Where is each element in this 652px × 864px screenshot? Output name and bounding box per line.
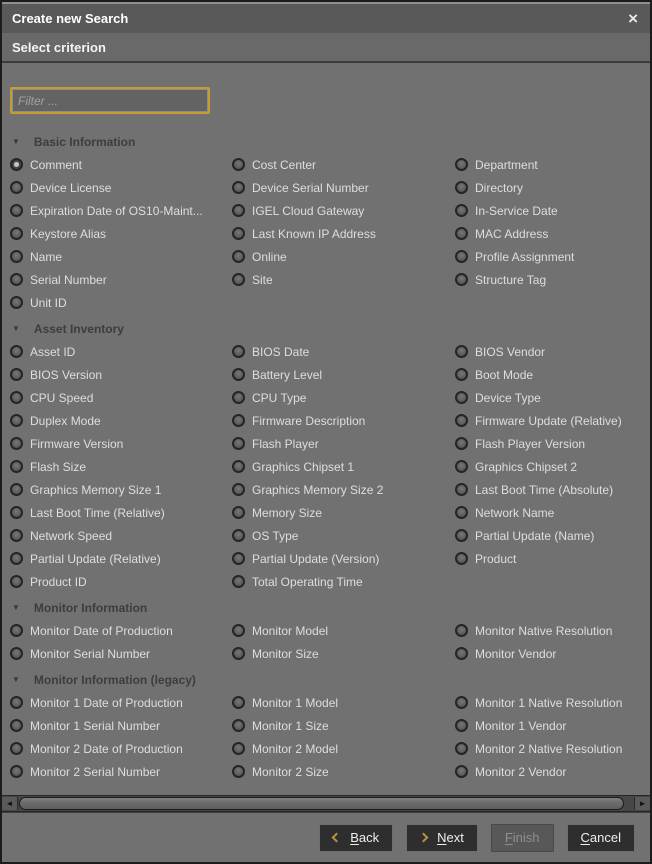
- radio-label: Serial Number: [30, 272, 107, 287]
- radio-icon[interactable]: [10, 575, 23, 588]
- radio-label: BIOS Date: [252, 344, 310, 359]
- radio-icon[interactable]: [10, 719, 23, 732]
- mnemonic-letter: F: [504, 830, 513, 845]
- chevron-right-icon: [419, 833, 429, 843]
- radio-label: Monitor 2 Serial Number: [30, 764, 161, 779]
- radio-label: Last Known IP Address: [252, 226, 376, 241]
- radio-label: Monitor 1 Size: [252, 718, 329, 733]
- radio-label: Boot Mode: [475, 367, 534, 382]
- radio-option-monitor-2-vendor[interactable]: [447, 760, 650, 783]
- radio-option-monitor-serial-number[interactable]: [2, 642, 224, 665]
- radio-icon[interactable]: [455, 273, 468, 286]
- radio-option-product[interactable]: [447, 547, 650, 570]
- radio-option-device-license[interactable]: [2, 176, 224, 199]
- radio-icon[interactable]: [232, 483, 245, 496]
- radio-label: Network Speed: [30, 528, 113, 543]
- radio-label: Firmware Update (Relative): [475, 413, 622, 428]
- radio-option-bios-date[interactable]: [224, 340, 447, 363]
- radio-label: Partial Update (Relative): [30, 551, 161, 566]
- radio-option-last-boot-time-relative[interactable]: [2, 501, 224, 524]
- radio-option-monitor-native-resolution[interactable]: [447, 619, 650, 642]
- radio-option-graphics-memory-size-1[interactable]: [2, 478, 224, 501]
- radio-option-monitor-1-serial-number[interactable]: [2, 714, 224, 737]
- radio-option-firmware-description[interactable]: [224, 409, 447, 432]
- radio-icon[interactable]: [10, 345, 23, 358]
- radio-option-device-type[interactable]: [447, 386, 650, 409]
- radio-option-monitor-vendor[interactable]: [447, 642, 650, 665]
- radio-option-structure-tag[interactable]: [447, 268, 650, 291]
- radio-icon[interactable]: [232, 506, 245, 519]
- radio-label: Monitor 2 Model: [252, 741, 339, 756]
- radio-option-partial-update-relative[interactable]: [2, 547, 224, 570]
- radio-option-partial-update-version[interactable]: [224, 547, 447, 570]
- radio-icon[interactable]: [10, 181, 23, 194]
- radio-icon[interactable]: [455, 227, 468, 240]
- radio-icon[interactable]: [10, 227, 23, 240]
- radio-label: Flash Size: [30, 459, 87, 474]
- radio-icon[interactable]: [10, 506, 23, 519]
- radio-icon[interactable]: [455, 158, 468, 171]
- radio-icon[interactable]: [455, 552, 468, 565]
- radio-option-partial-update-name[interactable]: [447, 524, 650, 547]
- radio-label: Flash Player Version: [475, 436, 586, 451]
- radio-label: Last Boot Time (Absolute): [475, 482, 614, 497]
- radio-label: Monitor Vendor: [475, 646, 557, 661]
- radio-icon[interactable]: [232, 765, 245, 778]
- radio-label: Monitor Serial Number: [30, 646, 151, 661]
- radio-icon[interactable]: [455, 529, 468, 542]
- radio-option-device-serial-number[interactable]: [224, 176, 447, 199]
- radio-label: Graphics Chipset 1: [252, 459, 355, 474]
- radio-icon[interactable]: [232, 345, 245, 358]
- radio-label: IGEL Cloud Gateway: [252, 203, 365, 218]
- radio-option-duplex-mode[interactable]: [2, 409, 224, 432]
- radio-label: Monitor 1 Date of Production: [30, 695, 183, 710]
- radio-label: CPU Speed: [30, 390, 94, 405]
- radio-label: Profile Assignment: [475, 249, 575, 264]
- radio-icon[interactable]: [232, 227, 245, 240]
- radio-label: Site: [252, 272, 273, 287]
- radio-label: Product: [475, 551, 517, 566]
- radio-icon[interactable]: [232, 437, 245, 450]
- radio-label: Graphics Memory Size 1: [30, 482, 162, 497]
- radio-option-bios-version[interactable]: [2, 363, 224, 386]
- radio-label: Battery Level: [252, 367, 323, 382]
- radio-icon[interactable]: [455, 696, 468, 709]
- radio-icon[interactable]: [232, 414, 245, 427]
- radio-label: Comment: [30, 157, 83, 172]
- radio-option-battery-level[interactable]: [224, 363, 447, 386]
- radio-option-comment[interactable]: [2, 153, 224, 176]
- radio-label: Graphics Chipset 2: [475, 459, 578, 474]
- radio-label: Memory Size: [252, 505, 323, 520]
- button-label: Cancel: [580, 830, 621, 845]
- radio-option-mac-address[interactable]: [447, 222, 650, 245]
- radio-icon[interactable]: [10, 296, 23, 309]
- radio-label: Partial Update (Name): [475, 528, 595, 543]
- radio-icon[interactable]: [232, 529, 245, 542]
- radio-icon[interactable]: [455, 204, 468, 217]
- mnemonic-letter: N: [437, 830, 447, 845]
- radio-icon[interactable]: [232, 647, 245, 660]
- radio-option-boot-mode[interactable]: [447, 363, 650, 386]
- radio-icon[interactable]: [10, 460, 23, 473]
- radio-option-last-known-ip-address[interactable]: [224, 222, 447, 245]
- close-icon[interactable]: ×: [628, 9, 638, 28]
- radio-icon[interactable]: [232, 273, 245, 286]
- radio-icon[interactable]: [10, 696, 23, 709]
- radio-icon[interactable]: [455, 391, 468, 404]
- radio-option-asset-id[interactable]: [2, 340, 224, 363]
- radio-label: Total Operating Time: [252, 574, 363, 589]
- radio-label: Unit ID: [30, 295, 67, 310]
- radio-icon[interactable]: [455, 414, 468, 427]
- radio-label: Monitor Native Resolution: [475, 623, 613, 638]
- radio-icon[interactable]: [10, 647, 23, 660]
- filter-input[interactable]: [10, 87, 210, 114]
- radio-option-product-id[interactable]: [2, 570, 224, 593]
- window-title: Create new Search: [12, 11, 129, 26]
- radio-label: Last Boot Time (Relative): [30, 505, 165, 520]
- radio-label: Monitor 1 Native Resolution: [475, 695, 623, 710]
- radio-label: BIOS Version: [30, 367, 103, 382]
- radio-option-directory[interactable]: [447, 176, 650, 199]
- collapse-triangle-icon: ▼: [12, 136, 20, 146]
- radio-option-serial-number[interactable]: [2, 268, 224, 291]
- radio-label: Name: [30, 249, 63, 264]
- radio-label: Monitor 2 Size: [252, 764, 329, 779]
- criteria-sections: [2, 130, 650, 783]
- radio-label: Duplex Mode: [30, 413, 101, 428]
- radio-label: Firmware Description: [252, 413, 366, 428]
- radio-label: Expiration Date of OS10-Maint...: [30, 203, 203, 218]
- radio-icon[interactable]: [232, 696, 245, 709]
- section-grid-monitor-information: [2, 619, 650, 665]
- radio-option-expiration-date-of-os10-maint[interactable]: [2, 199, 224, 222]
- radio-label: Online: [252, 249, 287, 264]
- radio-icon[interactable]: [232, 624, 245, 637]
- radio-icon[interactable]: [455, 483, 468, 496]
- footer-button-bar: [2, 812, 650, 862]
- radio-icon[interactable]: [10, 624, 23, 637]
- radio-label: Monitor 2 Date of Production: [30, 741, 183, 756]
- radio-icon[interactable]: [455, 181, 468, 194]
- section-header-asset-inventory[interactable]: [2, 317, 650, 340]
- radio-option-monitor-1-size[interactable]: [224, 714, 447, 737]
- radio-label: Monitor Model: [252, 623, 329, 638]
- chevron-left-icon: [332, 833, 342, 843]
- radio-label: Monitor 1 Model: [252, 695, 339, 710]
- radio-icon[interactable]: [10, 250, 23, 263]
- section-header-monitor-information[interactable]: [2, 596, 650, 619]
- radio-option-unit-id[interactable]: [2, 291, 224, 314]
- radio-label: Monitor 1 Serial Number: [30, 718, 161, 733]
- radio-option-igel-cloud-gateway[interactable]: [224, 199, 447, 222]
- radio-label: Monitor Date of Production: [30, 623, 173, 638]
- section-label: Monitor Information (legacy): [33, 672, 196, 687]
- radio-option-monitor-1-native-resolution[interactable]: [447, 691, 650, 714]
- radio-label: Device License: [30, 180, 112, 195]
- radio-icon[interactable]: [232, 391, 245, 404]
- radio-option-monitor-2-date-of-production[interactable]: [2, 737, 224, 760]
- radio-icon[interactable]: [455, 624, 468, 637]
- radio-icon[interactable]: [10, 158, 23, 171]
- radio-option-network-speed[interactable]: [2, 524, 224, 547]
- radio-option-site[interactable]: [224, 268, 447, 291]
- radio-icon[interactable]: [232, 719, 245, 732]
- radio-icon[interactable]: [455, 719, 468, 732]
- radio-option-monitor-model[interactable]: [224, 619, 447, 642]
- radio-option-cpu-type[interactable]: [224, 386, 447, 409]
- mnemonic-letter: B: [350, 830, 359, 845]
- radio-option-monitor-1-date-of-production[interactable]: [2, 691, 224, 714]
- radio-icon[interactable]: [232, 460, 245, 473]
- radio-label: Directory: [475, 180, 524, 195]
- radio-option-monitor-2-size[interactable]: [224, 760, 447, 783]
- radio-icon[interactable]: [455, 506, 468, 519]
- radio-option-in-service-date[interactable]: [447, 199, 650, 222]
- scroll-left-arrow-icon[interactable]: ◄: [2, 797, 18, 810]
- radio-icon[interactable]: [10, 552, 23, 565]
- radio-option-monitor-1-vendor[interactable]: [447, 714, 650, 737]
- radio-label: BIOS Vendor: [475, 344, 546, 359]
- radio-icon[interactable]: [10, 529, 23, 542]
- radio-option-total-operating-time[interactable]: [224, 570, 447, 593]
- section-grid-monitor-information-legacy: [2, 691, 650, 783]
- radio-label: Asset ID: [30, 344, 76, 359]
- subtitle-bar: [2, 33, 650, 63]
- section-label: Basic Information: [33, 134, 136, 149]
- radio-icon[interactable]: [455, 368, 468, 381]
- radio-label: Structure Tag: [475, 272, 547, 287]
- radio-icon[interactable]: [455, 765, 468, 778]
- radio-label: Keystore Alias: [30, 226, 107, 241]
- radio-label: Monitor 1 Vendor: [475, 718, 567, 733]
- radio-label: In-Service Date: [475, 203, 558, 218]
- scrollbar-thumb[interactable]: [19, 797, 624, 810]
- criteria-panel: [2, 63, 650, 795]
- radio-option-online[interactable]: [224, 245, 447, 268]
- radio-icon[interactable]: [232, 742, 245, 755]
- section-header-monitor-information-legacy[interactable]: [2, 668, 650, 691]
- cancel-button[interactable]: [567, 824, 635, 852]
- radio-icon[interactable]: [232, 250, 245, 263]
- back-button[interactable]: [319, 824, 393, 852]
- radio-option-department[interactable]: [447, 153, 650, 176]
- radio-option-firmware-update-relative[interactable]: [447, 409, 650, 432]
- radio-label: Monitor 2 Native Resolution: [475, 741, 623, 756]
- radio-label: Graphics Memory Size 2: [252, 482, 384, 497]
- section-grid-asset-inventory: [2, 340, 650, 593]
- radio-label: Firmware Version: [30, 436, 124, 451]
- section-grid-basic-information: [2, 153, 650, 314]
- radio-option-flash-size[interactable]: [2, 455, 224, 478]
- radio-option-graphics-chipset-1[interactable]: [224, 455, 447, 478]
- radio-icon[interactable]: [10, 414, 23, 427]
- page-title: Select criterion: [12, 39, 106, 55]
- radio-label: MAC Address: [475, 226, 549, 241]
- titlebar: [2, 4, 650, 33]
- radio-label: Cost Center: [252, 157, 317, 172]
- radio-icon[interactable]: [232, 204, 245, 217]
- radio-icon[interactable]: [455, 250, 468, 263]
- radio-option-monitor-2-native-resolution[interactable]: [447, 737, 650, 760]
- radio-icon[interactable]: [10, 204, 23, 217]
- collapse-triangle-icon: ▼: [12, 674, 20, 684]
- radio-label: Flash Player: [252, 436, 319, 451]
- radio-icon[interactable]: [10, 273, 23, 286]
- radio-icon[interactable]: [10, 391, 23, 404]
- radio-label: Product ID: [30, 574, 87, 589]
- radio-label: Monitor Size: [252, 646, 319, 661]
- scroll-right-arrow-icon[interactable]: ►: [634, 797, 650, 810]
- radio-icon[interactable]: [455, 460, 468, 473]
- radio-label: Device Serial Number: [252, 180, 369, 195]
- radio-label: Department: [475, 157, 538, 172]
- radio-icon[interactable]: [10, 368, 23, 381]
- radio-icon[interactable]: [10, 742, 23, 755]
- radio-icon[interactable]: [455, 742, 468, 755]
- button-label: Next: [437, 830, 464, 845]
- radio-icon[interactable]: [10, 483, 23, 496]
- radio-option-monitor-date-of-production[interactable]: [2, 619, 224, 642]
- button-label: Back: [350, 830, 380, 845]
- section-label: Monitor Information: [33, 600, 148, 615]
- radio-label: Device Type: [475, 390, 541, 405]
- radio-option-graphics-chipset-2[interactable]: [447, 455, 650, 478]
- radio-label: Partial Update (Version): [252, 551, 380, 566]
- radio-icon[interactable]: [232, 552, 245, 565]
- section-label: Asset Inventory: [33, 321, 124, 336]
- radio-label: Monitor 2 Vendor: [475, 764, 567, 779]
- radio-option-memory-size[interactable]: [224, 501, 447, 524]
- radio-option-monitor-size[interactable]: [224, 642, 447, 665]
- radio-option-cost-center[interactable]: [224, 153, 447, 176]
- radio-option-monitor-2-model[interactable]: [224, 737, 447, 760]
- radio-option-profile-assignment[interactable]: [447, 245, 650, 268]
- radio-option-name[interactable]: [2, 245, 224, 268]
- radio-icon[interactable]: [10, 437, 23, 450]
- radio-icon[interactable]: [232, 158, 245, 171]
- radio-icon[interactable]: [455, 647, 468, 660]
- radio-option-cpu-speed[interactable]: [2, 386, 224, 409]
- section-header-basic-information[interactable]: [2, 130, 650, 153]
- radio-option-keystore-alias[interactable]: [2, 222, 224, 245]
- radio-option-os-type[interactable]: [224, 524, 447, 547]
- radio-option-bios-vendor[interactable]: [447, 340, 650, 363]
- radio-option-network-name[interactable]: [447, 501, 650, 524]
- radio-label: Network Name: [475, 505, 555, 520]
- radio-option-firmware-version[interactable]: [2, 432, 224, 455]
- radio-icon[interactable]: [232, 575, 245, 588]
- radio-option-last-boot-time-absolute[interactable]: [447, 478, 650, 501]
- finish-button: [491, 824, 554, 852]
- radio-icon[interactable]: [10, 765, 23, 778]
- radio-option-flash-player[interactable]: [224, 432, 447, 455]
- radio-label: OS Type: [252, 528, 299, 543]
- horizontal-scrollbar[interactable]: [2, 795, 650, 812]
- next-button[interactable]: [406, 824, 478, 852]
- radio-icon[interactable]: [232, 368, 245, 381]
- radio-option-monitor-2-serial-number[interactable]: [2, 760, 224, 783]
- mnemonic-letter: C: [580, 830, 590, 845]
- button-label: Finish: [504, 830, 540, 845]
- radio-option-graphics-memory-size-2[interactable]: [224, 478, 447, 501]
- radio-icon[interactable]: [455, 437, 468, 450]
- radio-option-flash-player-version[interactable]: [447, 432, 650, 455]
- radio-icon[interactable]: [232, 181, 245, 194]
- radio-label: CPU Type: [252, 390, 307, 405]
- radio-option-monitor-1-model[interactable]: [224, 691, 447, 714]
- collapse-triangle-icon: ▼: [12, 602, 20, 612]
- collapse-triangle-icon: ▼: [12, 323, 20, 333]
- radio-icon[interactable]: [455, 345, 468, 358]
